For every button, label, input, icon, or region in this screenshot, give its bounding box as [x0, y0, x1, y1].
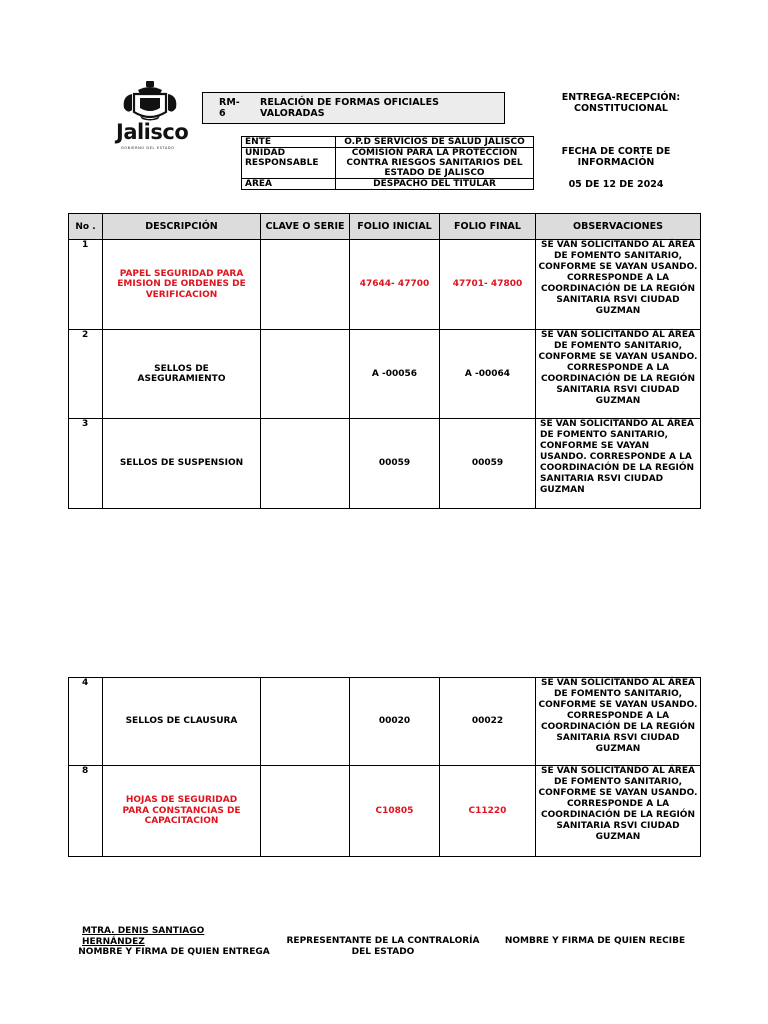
row-folio-inicial: C10805: [350, 766, 440, 857]
logo-subtitle: GOBIERNO DEL ESTADO: [121, 146, 175, 150]
row-folio-final: A -00064: [440, 330, 536, 419]
coat-of-arms-icon: [110, 80, 190, 124]
row-number: 8: [69, 766, 103, 857]
jalisco-logo: [110, 80, 190, 154]
table-row: [69, 240, 701, 330]
col-header-folio-inicial: FOLIO INICIAL: [350, 214, 440, 240]
entrega-recepcion: [556, 92, 686, 114]
area-label: AREA: [242, 179, 336, 190]
fecha-corte: [551, 146, 681, 190]
form-code: RM-6: [219, 97, 240, 119]
row-descripcion: SELLOS DE ASEGURAMIENTO: [103, 330, 261, 419]
row-observaciones: SE VAN SOLICITANDO AL ÁREA DE FOMENTO SANITARIO, CONFORME SE VAYAN USANDO. CORRESPONDE A LA COORDINACIÓN DE LA REGIÓN SANITARIA RSVI CIUDAD GUZMAN: [536, 330, 701, 419]
row-number: 3: [69, 419, 103, 509]
row-number: 2: [69, 330, 103, 419]
row-number: 1: [69, 240, 103, 330]
info-row-ente: [242, 137, 534, 148]
row-descripcion: HOJAS DE SEGURIDAD PARA CONSTANCIAS DE CAPACITACION: [103, 766, 261, 857]
row-descripcion: SELLOS DE CLAUSURA: [103, 678, 261, 766]
entrega-label: NOMBRE Y FIRMA DE QUIEN ENTREGA: [78, 947, 270, 957]
row-clave: [261, 419, 350, 509]
logo-wordmark: Jalisco: [116, 120, 189, 144]
table-row: [69, 419, 701, 509]
row-descripcion: PAPEL SEGURIDAD PARA EMISION DE ORDENES DE VERIFICACION: [103, 240, 261, 330]
row-clave: [261, 240, 350, 330]
row-observaciones: SE VAN SOLICITANDO AL ÁREA DE FOMENTO SANITARIO, CONFORME SE VAYAN USANDO. CORRESPONDE A LA COORDINACIÓN DE LA REGIÓN SANITARIA RSVI CIUDAD GUZMAN: [536, 766, 701, 857]
table-row: [69, 766, 701, 857]
row-folio-inicial: 47644- 47700: [350, 240, 440, 330]
row-clave: [261, 330, 350, 419]
col-header-observaciones: OBSERVACIONES: [536, 214, 701, 240]
col-header-folio-final: FOLIO FINAL: [440, 214, 536, 240]
contraloria-line2: DEL ESTADO: [351, 946, 415, 957]
unidad-value: COMISION PARA LA PROTECCION CONTRA RIESGOS SANITARIOS DEL ESTADO DE JALISCO: [336, 148, 534, 179]
row-folio-inicial: 00020: [350, 678, 440, 766]
row-folio-final: C11220: [440, 766, 536, 857]
signature-recibe: [500, 936, 690, 947]
entrega-line2: CONSTITUCIONAL: [574, 103, 668, 114]
forms-table-continued: [68, 677, 701, 857]
recibe-label: NOMBRE Y FIRMA DE QUIEN RECIBE: [504, 936, 686, 946]
info-row-unidad: [242, 148, 534, 179]
ente-value: O.P.D SERVICIOS DE SALUD JALISCO: [336, 137, 534, 148]
info-table: [241, 136, 534, 190]
entrega-line1: ENTREGA-RECEPCIÓN:: [561, 92, 681, 103]
row-observaciones: SE VAN SOLICITANDO AL ÁREA DE FOMENTO SANITARIO, CONFORME SE VAYAN USANDO. CORRESPONDE A LA COORDINACIÓN DE LA REGIÓN SANITARIA RSVI CIUDAD GUZMAN: [536, 419, 701, 509]
row-descripcion: SELLOS DE SUSPENSION: [103, 419, 261, 509]
entrega-name: MTRA. DENIS SANTIAGO HERNÁNDEZ: [82, 926, 205, 947]
row-observaciones: SE VAN SOLICITANDO AL ÁREA DE FOMENTO SANITARIO, CONFORME SE VAYAN USANDO. CORRESPONDE A LA COORDINACIÓN DE LA REGIÓN SANITARIA RSVI CIUDAD GUZMAN: [536, 678, 701, 766]
fecha-line2: INFORMACIÓN: [577, 157, 655, 168]
info-row-area: [242, 179, 534, 190]
contraloria-line1: REPRESENTANTE DE LA CONTRALORÍA: [286, 936, 480, 946]
fecha-line1: FECHA DE CORTE DE: [561, 146, 671, 157]
fecha-value: 05 DE 12 DE 2024: [568, 179, 664, 190]
signature-contraloria: [283, 936, 483, 957]
form-title: RELACIÓN DE FORMAS OFICIALES VALORADAS: [260, 97, 439, 119]
row-clave: [261, 766, 350, 857]
unidad-label: UNIDAD RESPONSABLE: [242, 148, 336, 179]
row-number: 4: [69, 678, 103, 766]
col-header-descripcion: DESCRIPCIÓN: [103, 214, 261, 240]
table-header-row: [69, 214, 701, 240]
signature-entrega: [78, 926, 270, 958]
col-header-no: No .: [69, 214, 103, 240]
form-title-box: [202, 92, 505, 124]
row-folio-inicial: 00059: [350, 419, 440, 509]
ente-label: ENTE: [242, 137, 336, 148]
row-folio-final: 00022: [440, 678, 536, 766]
row-folio-final: 00059: [440, 419, 536, 509]
row-clave: [261, 678, 350, 766]
forms-table: [68, 213, 701, 509]
row-folio-inicial: A -00056: [350, 330, 440, 419]
area-value: DESPACHO DEL TITULAR: [336, 179, 534, 190]
table-row: [69, 330, 701, 419]
row-folio-final: 47701- 47800: [440, 240, 536, 330]
row-observaciones: SE VAN SOLICITANDO AL ÁREA DE FOMENTO SANITARIO, CONFORME SE VAYAN USANDO. CORRESPONDE A LA COORDINACIÓN DE LA REGIÓN SANITARIA RSVI CIUDAD GUZMAN: [536, 240, 701, 330]
col-header-clave: CLAVE O SERIE: [261, 214, 350, 240]
table-row: [69, 678, 701, 766]
